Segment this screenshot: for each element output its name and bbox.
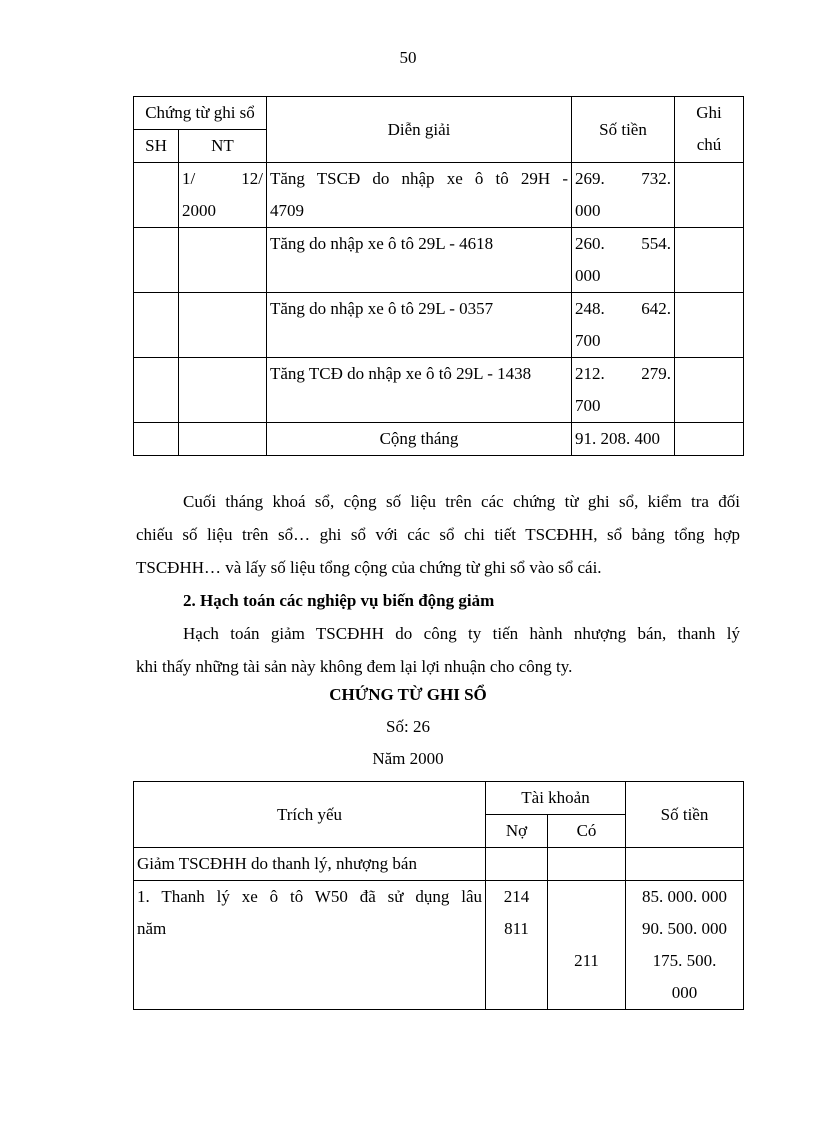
cell-nt: [179, 293, 267, 358]
header-credit: Có: [548, 815, 626, 848]
paragraph-line: khi thấy những tài sản này không đem lại lợi nhuận cho công ty.: [136, 657, 573, 676]
amount-part: 700: [575, 331, 601, 350]
amount: 85. 000. 000: [642, 887, 728, 906]
voucher-year: Năm 2000: [372, 749, 444, 768]
paragraph-line: chiếu số liệu trên sổ… ghi sổ với các sổ chi tiết TSCĐHH, sổ bảng tổng hợp: [136, 525, 740, 544]
credit-accounts: [548, 881, 626, 1010]
header-debit: Nợ: [486, 815, 548, 848]
cell-empty: [626, 848, 744, 881]
amount-part: 000: [575, 266, 601, 285]
cell-empty: [134, 423, 179, 456]
table-row: [134, 228, 744, 293]
amount-part: 554.: [641, 234, 671, 253]
amount: 175. 500.: [652, 951, 717, 970]
cell-empty: [548, 848, 626, 881]
amount-part: 260.: [575, 234, 605, 253]
cell-nt: [179, 228, 267, 293]
amount-part: 269.: [575, 169, 605, 188]
cell-sh: [134, 163, 179, 228]
cell-description: Tăng TCĐ do nhập xe ô tô 29L - 1438: [267, 358, 572, 423]
section-title: Giảm TSCĐHH do thanh lý, nhượng bán: [134, 848, 486, 881]
amount: 000: [671, 983, 698, 1002]
nt-month: 12/: [241, 169, 263, 188]
cell-amount: [572, 358, 675, 423]
cell-amount: [572, 228, 675, 293]
paragraph-line: Cuối tháng khoá sổ, cộng số liệu trên các chứng từ ghi sổ, kiểm tra đối: [183, 492, 740, 511]
amounts: [626, 881, 744, 1010]
page-number: 50: [399, 48, 417, 67]
header-note-line1: Ghi: [696, 103, 722, 122]
amount-part: 000: [575, 201, 601, 220]
header-note-line2: chú: [696, 135, 722, 154]
cell-sh: [134, 228, 179, 293]
paragraph-closing: [136, 485, 740, 584]
header-description: Diễn giải: [267, 97, 572, 163]
cell-sh: [134, 293, 179, 358]
table-row: [134, 293, 744, 358]
total-label: Cộng tháng: [267, 423, 572, 456]
paragraph-decrease: [136, 617, 740, 683]
cell-description: Tăng do nhập xe ô tô 29L - 4618: [267, 228, 572, 293]
cell-description: Tăng do nhập xe ô tô 29L - 0357: [267, 293, 572, 358]
cell-empty: [179, 423, 267, 456]
table-row: [134, 163, 744, 228]
section-heading: 2. Hạch toán các nghiệp vụ biến động giảm: [183, 591, 495, 610]
table-row: [134, 358, 744, 423]
cell-note: [675, 293, 744, 358]
cell-amount: [572, 163, 675, 228]
description-line2: 4709: [270, 201, 304, 220]
amount-part: 212.: [575, 364, 605, 383]
cell-note: [675, 163, 744, 228]
item-line1: 1. Thanh lý xe ô tô W50 đã sử dụng lâu: [137, 887, 482, 906]
amount-part: 700: [575, 396, 601, 415]
amount-part: 279.: [641, 364, 671, 383]
cell-nt: [179, 163, 267, 228]
credit-account: 211: [574, 951, 599, 970]
total-value: 91. 208. 400: [572, 423, 675, 456]
cell-description: [267, 163, 572, 228]
nt-year: 2000: [182, 201, 216, 220]
description-line1: Tăng TSCĐ do nhập xe ô tô 29H -: [270, 169, 568, 188]
debit-accounts: [486, 881, 548, 1010]
cell-empty: [675, 423, 744, 456]
header-sh: SH: [134, 130, 179, 163]
amount-part: 732.: [641, 169, 671, 188]
table-row: [134, 848, 744, 881]
debit-account: 214: [503, 887, 530, 906]
header-summary: Trích yếu: [134, 782, 486, 848]
header-amount: Số tiền: [626, 782, 744, 848]
header-amount: Số tiền: [572, 97, 675, 163]
header-nt: NT: [179, 130, 267, 163]
item-description: [134, 881, 486, 1010]
cell-amount: [572, 293, 675, 358]
item-line2: năm: [137, 919, 167, 938]
voucher-number: Số: 26: [386, 717, 430, 736]
header-voucher-group: Chứng từ ghi sổ: [134, 97, 267, 130]
debit-account: 811: [504, 919, 529, 938]
header-account: Tài khoản: [486, 782, 626, 815]
cell-sh: [134, 358, 179, 423]
nt-day: 1/: [182, 169, 196, 188]
voucher-title: CHỨNG TỪ GHI SỔ: [329, 685, 487, 704]
ledger-table: [133, 96, 744, 456]
cell-empty: [486, 848, 548, 881]
header-note: [675, 97, 744, 163]
amount: 90. 500. 000: [642, 919, 728, 938]
cell-note: [675, 358, 744, 423]
amount-part: 248.: [575, 299, 605, 318]
paragraph-line: TSCĐHH… và lấy số liệu tổng cộng của chứng từ ghi sổ vào sổ cái.: [136, 558, 602, 577]
voucher-table: [133, 781, 744, 1010]
paragraph-line: Hạch toán giảm TSCĐHH do công ty tiến hành nhượng bán, thanh lý: [183, 624, 740, 643]
table-row: [134, 881, 744, 1010]
amount-part: 642.: [641, 299, 671, 318]
cell-nt: [179, 358, 267, 423]
cell-note: [675, 228, 744, 293]
total-row: [134, 423, 744, 456]
